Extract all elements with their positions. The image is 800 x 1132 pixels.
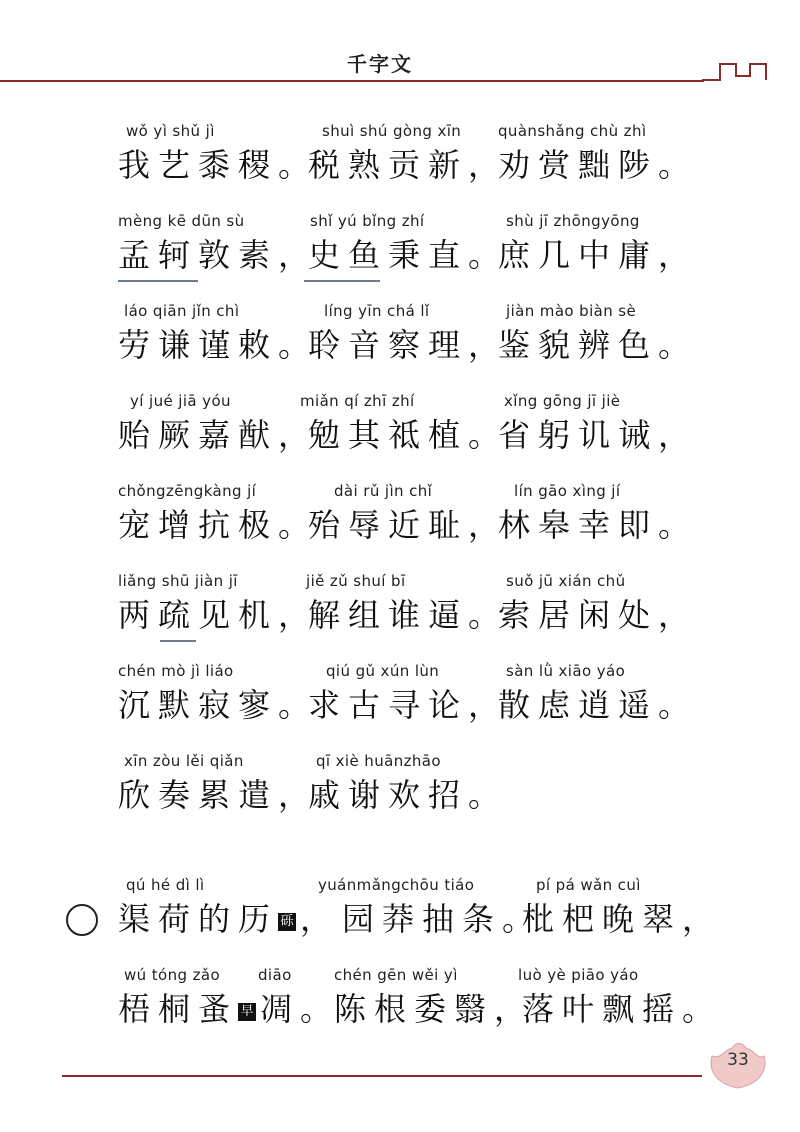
name-underline: [304, 280, 380, 282]
hanzi-phrase: 解组谁逼。: [308, 596, 509, 634]
hanzi-phrase: 史鱼秉直。: [308, 236, 509, 274]
hanzi-phrase: 沉默寂寥。: [118, 686, 319, 724]
hanzi-phrase: 欣奏累遣，: [118, 776, 319, 814]
hanzi-phrase: [118, 894, 340, 940]
pinyin-line: qī xiè huānzhāo: [316, 752, 441, 770]
hanzi-phrase: 我艺黍稷。: [118, 146, 319, 184]
hanzi-phrase: 索居闲处，: [498, 596, 699, 634]
hanzi-phrase: 园莽抽条。: [342, 900, 543, 938]
pinyin-line: wǒ yì shǔ jì: [126, 122, 215, 140]
pinyin-line: diāo: [258, 966, 292, 984]
hanzi-phrase: 求古寻论，: [308, 686, 509, 724]
exercise-row-1: [0, 876, 800, 966]
pinyin-line: jiàn mào biàn sè: [506, 302, 637, 320]
header-ornament-icon: [700, 58, 770, 82]
hanzi-phrase: 省躬讥诫，: [498, 416, 699, 454]
variant-char-badge: 砾: [278, 913, 296, 931]
pinyin-line: pí pá wǎn cuì: [536, 876, 641, 894]
hanzi-phrase: 聆音察理，: [308, 326, 509, 364]
pinyin-line: chén mò jì liáo: [118, 662, 234, 680]
hanzi-phrase: 陈根委翳，: [334, 990, 535, 1028]
hanzi-phrase: 两疏见机，: [118, 596, 319, 634]
exercise-row-2: [0, 966, 800, 1056]
pinyin-line: qú hé dì lì: [126, 876, 205, 894]
pinyin-line: shǐ yú bǐng zhí: [310, 212, 425, 230]
pinyin-line: shuì shú gòng xīn: [322, 122, 462, 140]
hanzi-phrase: 贻厥嘉猷，: [118, 416, 319, 454]
pinyin-line: suǒ jū xián chǔ: [506, 572, 626, 590]
pinyin-line: qiú gǔ xún lùn: [326, 662, 440, 680]
hanzi-phrase: 枇杷晚翠，: [522, 900, 723, 938]
pinyin-line: wú tóng zǎo: [124, 966, 221, 984]
pinyin-line: yuánmǎngchōu tiáo: [318, 876, 475, 894]
verse-row-8: [0, 752, 800, 842]
verse-row-7: [0, 662, 800, 752]
hanzi-phrase: 税熟贡新，: [308, 146, 509, 184]
pinyin-line: liǎng shū jiàn jī: [118, 572, 238, 590]
hanzi-phrase: 勉其祗植。: [308, 416, 509, 454]
pinyin-line: jiě zǔ shuí bī: [306, 572, 406, 590]
page-number: 33: [727, 1050, 749, 1070]
verse-row-1: [0, 122, 800, 212]
hanzi-phrase: 落叶飘摇。: [522, 990, 723, 1028]
pinyin-line: dài rǔ jìn chǐ: [334, 482, 433, 500]
pinyin-line: chǒngzēngkàng jí: [118, 482, 257, 500]
hanzi-phrase: 劳谦谨敕。: [118, 326, 319, 364]
pinyin-line: sàn lǜ xiāo yáo: [506, 662, 626, 680]
footer-rule: [62, 1075, 702, 1077]
pinyin-line: mèng kē dūn sù: [118, 212, 245, 230]
verse-row-5: [0, 482, 800, 572]
verse-row-4: [0, 392, 800, 482]
hanzi-phrase: 殆辱近耻，: [308, 506, 509, 544]
hanzi-phrase: 劝赏黜陟。: [498, 146, 699, 184]
hanzi-text: 渠荷的历: [118, 900, 279, 938]
pinyin-line: lín gāo xìng jí: [514, 482, 621, 500]
hanzi-text: ，: [300, 900, 341, 938]
hanzi-phrase: 林皋幸即。: [498, 506, 699, 544]
hanzi-phrase: 庶几中庸，: [498, 236, 699, 274]
verse-row-6: [0, 572, 800, 662]
pinyin-line: luò yè piāo yáo: [518, 966, 639, 984]
hanzi-phrase: 孟轲敦素，: [118, 236, 319, 274]
hanzi-phrase: [118, 984, 340, 1030]
hanzi-phrase: 散虑逍遥。: [498, 686, 699, 724]
pinyin-line: xīn zòu lěi qiǎn: [124, 752, 244, 770]
hanzi-text: 凋。: [260, 990, 341, 1028]
hanzi-text: 梧桐蚤: [118, 990, 239, 1028]
pinyin-line: chén gēn wěi yì: [334, 966, 458, 984]
pinyin-line: yí jué jiā yóu: [130, 392, 231, 410]
pinyin-line: láo qiān jǐn chì: [124, 302, 240, 320]
hanzi-phrase: 宠增抗极。: [118, 506, 319, 544]
pinyin-line: xǐng gōng jī jiè: [504, 392, 621, 410]
pinyin-line: shù jī zhōngyōng: [506, 212, 640, 230]
header-rule: [0, 80, 704, 82]
pinyin-line: quànshǎng chù zhì: [498, 122, 647, 140]
variant-char-badge: 早: [238, 1003, 256, 1021]
page-header-title: 千字文: [347, 52, 413, 76]
name-underline: [118, 280, 198, 282]
hanzi-phrase: 鉴貌辨色。: [498, 326, 699, 364]
pinyin-line: líng yīn chá lǐ: [324, 302, 430, 320]
hanzi-phrase: 戚谢欢招。: [308, 776, 509, 814]
verse-row-3: [0, 302, 800, 392]
pinyin-line: miǎn qí zhī zhí: [300, 392, 415, 410]
verse-row-2: [0, 212, 800, 302]
name-underline: [160, 640, 196, 642]
